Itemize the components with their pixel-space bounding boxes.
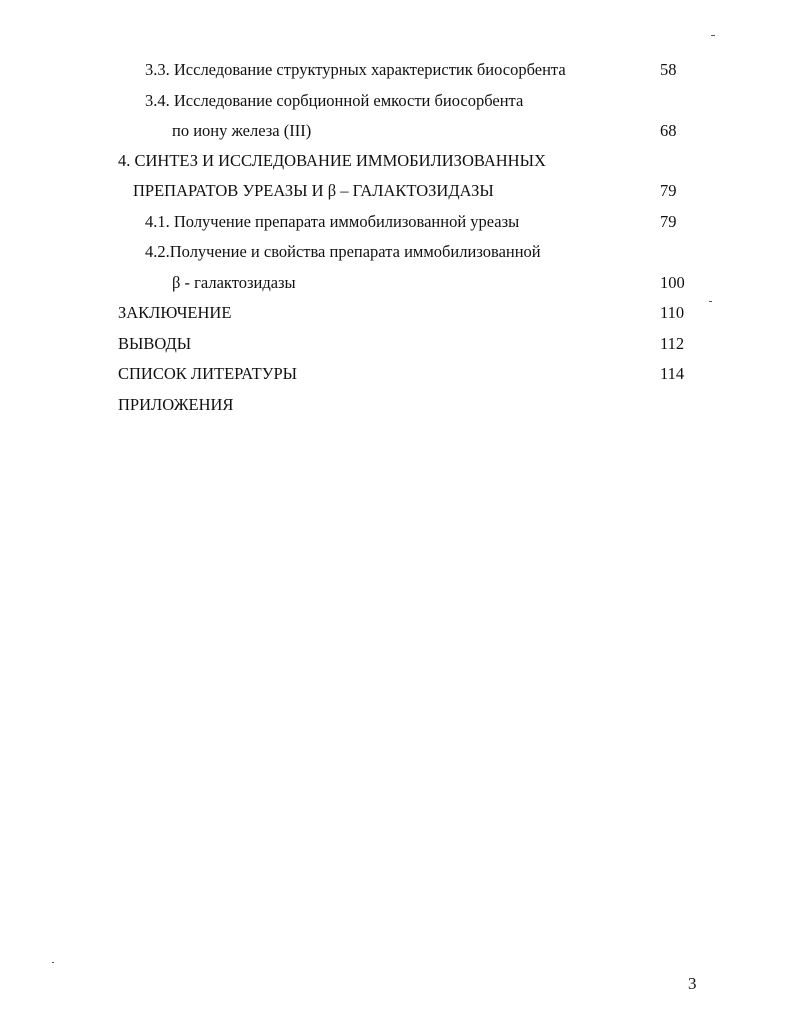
toc-page-3-4: 68 <box>660 121 677 140</box>
toc-entry-3-3: 3.3. Исследование структурных характеристик биосорбента <box>145 60 566 79</box>
toc-entry-4-2-line2: β - галактозидазы <box>172 273 296 292</box>
toc-entry-4-1: 4.1. Получение препарата иммобилизованной уреазы <box>145 212 520 231</box>
toc-entry-appendices: ПРИЛОЖЕНИЯ <box>118 395 234 414</box>
toc-page-references: 114 <box>660 364 685 383</box>
page-number: 3 <box>688 974 697 993</box>
toc-page-4-1: 79 <box>660 212 677 231</box>
toc-page-conclusion: 110 <box>660 303 685 322</box>
toc-entry-3-4-line1: 3.4. Исследование сорбционной емкости биосорбента <box>145 91 524 110</box>
toc-entry-3-4-line2: по иону железа (III) <box>172 121 312 140</box>
toc-entry-findings: ВЫВОДЫ <box>118 334 192 353</box>
scan-speck <box>709 301 712 302</box>
toc-page-3-3: 58 <box>660 60 677 79</box>
scan-speck <box>711 35 715 36</box>
scan-speck <box>52 962 54 963</box>
toc-entry-conclusion: ЗАКЛЮЧЕНИЕ <box>118 303 232 322</box>
toc-entry-4-line2: ПРЕПАРАТОВ УРЕАЗЫ И β – ГАЛАКТОЗИДАЗЫ <box>133 181 494 200</box>
toc-page-findings: 112 <box>660 334 685 353</box>
toc-entry-4-2-line1: 4.2.Получение и свойства препарата иммобилизованной <box>145 242 541 261</box>
toc-page-4: 79 <box>660 181 677 200</box>
toc-entry-4-line1: 4. СИНТЕЗ И ИССЛЕДОВАНИЕ ИММОБИЛИЗОВАННЫХ <box>118 151 546 170</box>
toc-entry-references: СПИСОК ЛИТЕРАТУРЫ <box>118 364 298 383</box>
toc-page-4-2: 100 <box>660 273 685 292</box>
